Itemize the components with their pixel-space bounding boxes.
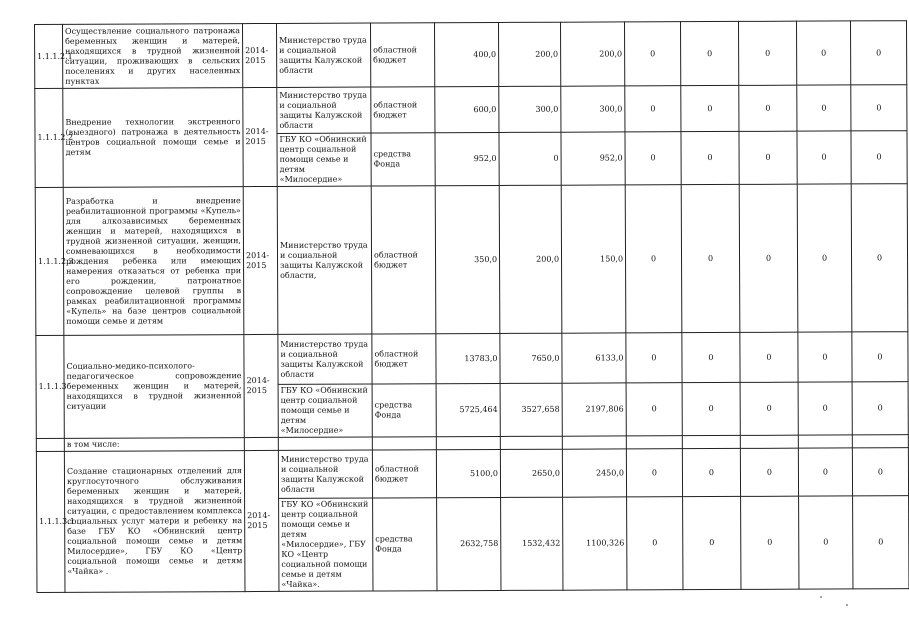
- zero-cell: 0: [625, 185, 682, 333]
- zero-cell: 0: [797, 184, 852, 332]
- zero-cell: 0: [682, 448, 740, 496]
- zero-cell: 0: [626, 449, 682, 497]
- zero-cell: 0: [739, 131, 797, 184]
- year2-amount: 150,0: [561, 185, 626, 333]
- executor-cell: Министерство труда и социальной защиты Калужской области,: [277, 186, 372, 334]
- year1-amount: 7650,0: [500, 333, 562, 383]
- zero-cell: 0: [680, 21, 738, 85]
- zero-cell: 0: [739, 184, 798, 332]
- period-cell: 2014-2015: [243, 87, 277, 186]
- zero-cell: 0: [625, 132, 681, 185]
- program-measures-table: [34, 20, 909, 593]
- zero-cell: 0: [852, 382, 908, 435]
- including-label: в том числе:: [64, 438, 244, 452]
- zero-cell: 0: [627, 497, 683, 590]
- zero-cell: 0: [799, 496, 853, 589]
- zero-cell: 0: [681, 131, 739, 184]
- zero-cell: 0: [740, 332, 798, 382]
- row-code: 1.1.1.3.1: [36, 451, 65, 592]
- year1-amount: 3527,658: [500, 383, 562, 436]
- zero-cell: 0: [852, 332, 908, 382]
- year2-amount: 2450,0: [562, 449, 626, 497]
- row-code: 1.1.1.2.2: [35, 88, 63, 187]
- executor-cell: Министерство труда и социальной защиты Калужской области: [278, 334, 372, 384]
- funding-source-cell: областной бюджет: [370, 23, 434, 87]
- period-cell: 2014-2015: [243, 23, 277, 87]
- zero-cell: 0: [738, 21, 796, 85]
- period-cell: 2014-2015: [244, 450, 279, 591]
- period-cell: 2014-2015: [243, 186, 278, 334]
- year2-amount: 952,0: [561, 132, 625, 185]
- year2-amount: 300,0: [561, 86, 625, 132]
- funding-source-cell: средства Фонда: [372, 384, 436, 437]
- year2-amount: 6133,0: [562, 333, 626, 383]
- zero-cell: 0: [625, 86, 681, 132]
- zero-cell: 0: [626, 333, 682, 383]
- funding-source-cell: областной бюджет: [372, 334, 436, 384]
- funding-source-cell: областной бюджет: [372, 450, 436, 498]
- zero-cell: 0: [681, 184, 740, 332]
- funding-source-cell: областной бюджет: [371, 87, 435, 133]
- table-row: [35, 21, 907, 89]
- year1-amount: 200,0: [499, 185, 562, 333]
- zero-cell: 0: [624, 22, 680, 86]
- year1-amount: 300,0: [499, 86, 561, 132]
- total-amount: 600,0: [435, 86, 499, 132]
- zero-cell: 0: [682, 332, 740, 382]
- year1-amount: 0: [499, 132, 561, 185]
- zero-cell: 0: [740, 448, 798, 496]
- zero-cell: 0: [853, 496, 909, 589]
- measure-description: Разработка и внедрение реабилитационной программы «Купель» для алкозависимых беременных женщин и матерей, находящихся в трудной жизненной ситуации, женщин, сомневающихся в необходимости рождения ребенка или имеющих намерения отказаться от ребенка при его рождении, патронатное сопровождение целевой группы в рамках реабилитационной программы «Купель» на базе центров социальной помощи семье и детям: [63, 187, 244, 336]
- total-amount: 5100,0: [436, 449, 500, 497]
- zero-cell: 0: [797, 85, 851, 131]
- zero-cell: 0: [741, 496, 799, 589]
- year1-amount: 200,0: [498, 22, 560, 86]
- zero-cell: 0: [798, 332, 852, 382]
- measure-description: Внедрение технологии экстренного (выездного) патронажа в деятельность центров социальной помощи семье и детям: [63, 88, 243, 188]
- zero-cell: 0: [682, 382, 740, 435]
- funding-source-cell: областной бюджет: [371, 186, 436, 334]
- row-code: 1.1.1.2.3: [35, 187, 64, 335]
- zero-cell: 0: [683, 496, 741, 589]
- total-amount: 2632,758: [437, 497, 501, 590]
- zero-cell: 0: [797, 131, 851, 184]
- zero-cell: 0: [850, 21, 906, 85]
- zero-cell: 0: [798, 448, 852, 496]
- year2-amount: 1100,326: [563, 497, 627, 590]
- total-amount: 5725,464: [436, 383, 500, 436]
- zero-cell: 0: [626, 383, 682, 436]
- total-amount: 952,0: [435, 132, 499, 185]
- year1-amount: 1532,432: [501, 497, 563, 590]
- table-row: [35, 184, 908, 336]
- executor-cell: Министерство труда и социальной защиты Калужской области: [278, 450, 372, 498]
- table-row: [36, 448, 908, 500]
- measure-description: Создание стационарных отделений для круглосуточного обслуживания беременных женщин и матерей, находящихся в трудной жизненной ситуации, с предоставлением комплекса социальных услуг матери и ребенку на базе ГБУ КО «Обнинский центр социальной помощи семье и детям Милосердие», ГБУ КО «Центр социальной помощи семье и детям «Чайка» .: [64, 451, 245, 593]
- scan-speck: [820, 596, 822, 598]
- total-amount: 350,0: [435, 185, 500, 333]
- executor-cell: ГБУ КО «Обнинский центр социальной помощи семье и детям «Милосердие»: [277, 133, 371, 186]
- executor-cell: Министерство труда и социальной защиты Калужской области: [277, 87, 371, 133]
- zero-cell: 0: [740, 382, 798, 435]
- period-cell: 2014-2015: [244, 334, 278, 437]
- scan-speck: [846, 604, 848, 606]
- year1-amount: 2650,0: [500, 449, 562, 497]
- zero-cell: 0: [739, 85, 797, 131]
- executor-cell: ГБУ КО «Обнинский центр социальной помощи семье и детям «Милосердие»: [278, 384, 372, 437]
- zero-cell: 0: [851, 85, 907, 131]
- row-code: 1.1.1.3: [36, 335, 64, 438]
- funding-source-cell: средства Фонда: [373, 498, 437, 591]
- total-amount: 400,0: [434, 22, 498, 86]
- year2-amount: 200,0: [560, 22, 624, 86]
- measure-description: Социально-медико-психолого-педагогическое сопровождение беременных женщин и матерей, находящихся в трудной жизненной ситуации: [64, 335, 244, 439]
- funding-source-cell: средства Фонда: [371, 133, 435, 186]
- year2-amount: 2197,806: [562, 383, 626, 436]
- executor-cell: Министерство труда и социальной защиты Калужской области: [276, 23, 370, 87]
- zero-cell: 0: [796, 21, 850, 85]
- zero-cell: 0: [681, 85, 739, 131]
- table-row: [35, 85, 907, 135]
- total-amount: 13783,0: [436, 333, 500, 383]
- table-row: [36, 332, 908, 386]
- zero-cell: 0: [851, 184, 908, 332]
- measure-description: Осуществление социального патронажа беременных женщин и матерей, находящихся в трудной жизненной ситуации, проживающих в сельских поселениях и других населенных пунктах: [63, 24, 243, 89]
- zero-cell: 0: [851, 131, 907, 184]
- row-code: 1.1.1.2.1: [35, 24, 63, 88]
- zero-cell: 0: [798, 382, 852, 435]
- executor-cell: ГБУ КО «Обнинский центр социальной помощи семье и детям «Милосердие», ГБУ КО «Центр социальной помощи семье и детям «Чайка».: [279, 498, 373, 591]
- zero-cell: 0: [852, 448, 908, 496]
